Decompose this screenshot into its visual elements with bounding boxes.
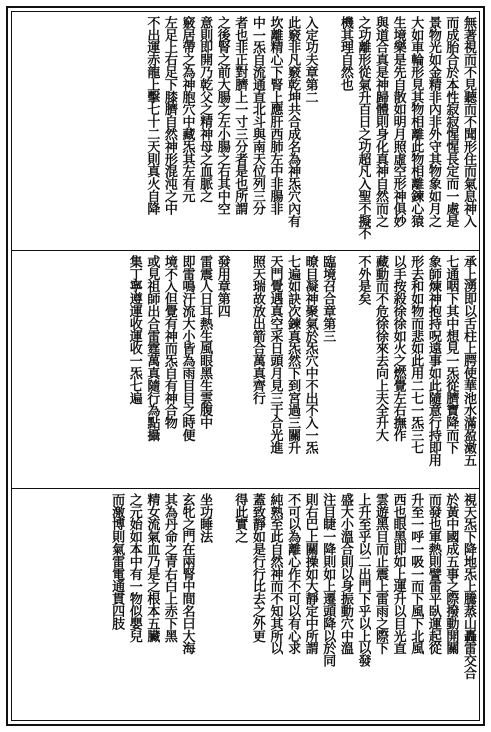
text-column: 生境樂是先自散如明月照虛空形神俱妙 bbox=[390, 16, 406, 227]
text-column: 坐功睡法 bbox=[197, 493, 213, 543]
text-column: 不外是矣 bbox=[355, 255, 371, 305]
text-column: 不出運赤龍上擊七十二天則真火自降 bbox=[144, 16, 160, 215]
page-frame bbox=[11, 11, 480, 721]
text-column: 七通咽下其中想見一炁從臍寶降而下 bbox=[443, 255, 459, 454]
text-band-top bbox=[12, 12, 479, 250]
text-column: 機其理自然也 bbox=[337, 16, 353, 91]
text-column: 之元始如本中有一物似嬰兒 bbox=[126, 493, 142, 642]
text-column: 而激博則氣雷電通貫四肢 bbox=[109, 493, 125, 630]
text-column: 天門覺遇真空采日頭月見三于合光進 bbox=[267, 255, 283, 454]
text-column bbox=[213, 493, 231, 720]
text-column: 形去和如物而悲如此用二七一炁三七 bbox=[408, 255, 424, 454]
text-column: 中一炁自流通直北斗與南天位列三分 bbox=[249, 16, 265, 215]
text-column: 景物光如金精非內非外守其物象如月之 bbox=[425, 16, 441, 227]
text-column: 視天炁下降地炁上騰蒸山轟雷交合 bbox=[461, 493, 476, 680]
text-column: 無著視而不見聽而不聞形住而氣息神入 bbox=[461, 16, 476, 227]
text-column: 與道合真是神歸體則身化真神自然而之 bbox=[373, 16, 389, 227]
text-column: 意則即開乃乾父之精神母之血脈之 bbox=[197, 16, 213, 203]
text-column: 之功離形從氣升百日之功超凡入聖不擬不 bbox=[355, 16, 371, 240]
text-column: 於黃中國成五事之際撥動開關 bbox=[443, 493, 459, 655]
text-column: 其為丹命之青右白上赤下黑 bbox=[161, 493, 177, 642]
text-column: 西也眼黑即如上運升以目光直 bbox=[390, 493, 406, 655]
text-column: 坎離精心下腎上應肝西肺左中非腸非 bbox=[267, 16, 283, 215]
text-column bbox=[231, 255, 249, 484]
text-column: 則右巴上關操如大靜定中所謂 bbox=[302, 493, 318, 655]
book-page bbox=[6, 6, 485, 726]
text-column: 得此實之 bbox=[232, 493, 248, 543]
text-column: 承上湧即以舌柱上腭使華池水滿盈潄五 bbox=[461, 255, 476, 466]
text-column: 而發也軍熱則譬雷平臥運起從 bbox=[425, 493, 441, 655]
text-column: 精女流氣血乃是之根本五臟 bbox=[144, 493, 160, 642]
text-column: 照天瑞故放出箭合萬真齊行 bbox=[249, 255, 265, 404]
text-band-middle bbox=[12, 250, 479, 488]
text-column: 臨境召合章第三 bbox=[320, 255, 336, 342]
text-column: 之後腎之前大腸之左小腸之右其中空 bbox=[214, 16, 230, 215]
text-column bbox=[319, 16, 337, 246]
text-column: 以手按殺徐徐如火之燃覺左右撫作 bbox=[390, 255, 406, 442]
text-column: 集丁寧遵運收運收一炁七遍 bbox=[126, 255, 142, 404]
text-column: 雷震人日耳熱生風眼黑生雲腹中 bbox=[197, 255, 213, 429]
text-column: 即雷鳴汗流大小皆為雨目目之時便 bbox=[179, 255, 195, 442]
text-column: 境不入但覺有神而炁自有神合物 bbox=[161, 255, 177, 429]
text-column: 而成胎合於本性寂寂惺惺長定而一處是 bbox=[443, 16, 459, 227]
text-band-bottom bbox=[12, 488, 479, 724]
text-column: 雲遊黑目而止震上雷雨之際下 bbox=[373, 493, 389, 655]
text-column: 此竅非凡竅乾坤共合成名為神炁穴內有 bbox=[285, 16, 301, 227]
text-column: 純熟至此自然神而不知其所以 bbox=[267, 493, 283, 655]
text-column: 升至一呼一吸一而下風下北風 bbox=[408, 493, 424, 655]
text-column: 玄牝之門在兩腎中間名曰大海 bbox=[179, 493, 195, 655]
text-column: 大如車輪形見其物相離此物相離鍊心猿 bbox=[408, 16, 424, 227]
text-column: 注目睫一降則如上遷頭降以於同 bbox=[320, 493, 336, 667]
text-column bbox=[336, 255, 354, 484]
text-column: 蓋致靜如是行行比去之外更 bbox=[249, 493, 265, 642]
text-column: 不可以為離心作不可以有心求 bbox=[285, 493, 301, 655]
text-column: 發用章第四 bbox=[214, 255, 230, 318]
text-column: 象師煉神抱持呪遠事如此隨意行持即用 bbox=[425, 255, 441, 466]
text-column: 左足上右足下膝臍自然神形混沌之中 bbox=[161, 16, 177, 215]
text-column: 暸目凝神聚氣於炁穴中不出不入一炁 bbox=[302, 255, 318, 454]
text-column: 七遍如訣次鍊真炁然下到宮過三關升 bbox=[285, 255, 301, 454]
text-column: 者也非正對臍上一寸三分者是也所謂 bbox=[232, 16, 248, 215]
text-column: 藏動而不危徐徐來去向上夫全升大 bbox=[373, 255, 389, 442]
text-column: 竅居帶之為神胞穴中藏炁其左有元 bbox=[179, 16, 195, 203]
text-column: 盛大小溫合則以身振動穴中溫 bbox=[337, 493, 353, 655]
text-column: 上升至乎以二出門下乎以上以發 bbox=[355, 493, 371, 667]
text-column: 或見祖師出合雷霆萬真隨行為點攝 bbox=[144, 255, 160, 442]
text-column: 入定功夫章第二 bbox=[302, 16, 318, 103]
